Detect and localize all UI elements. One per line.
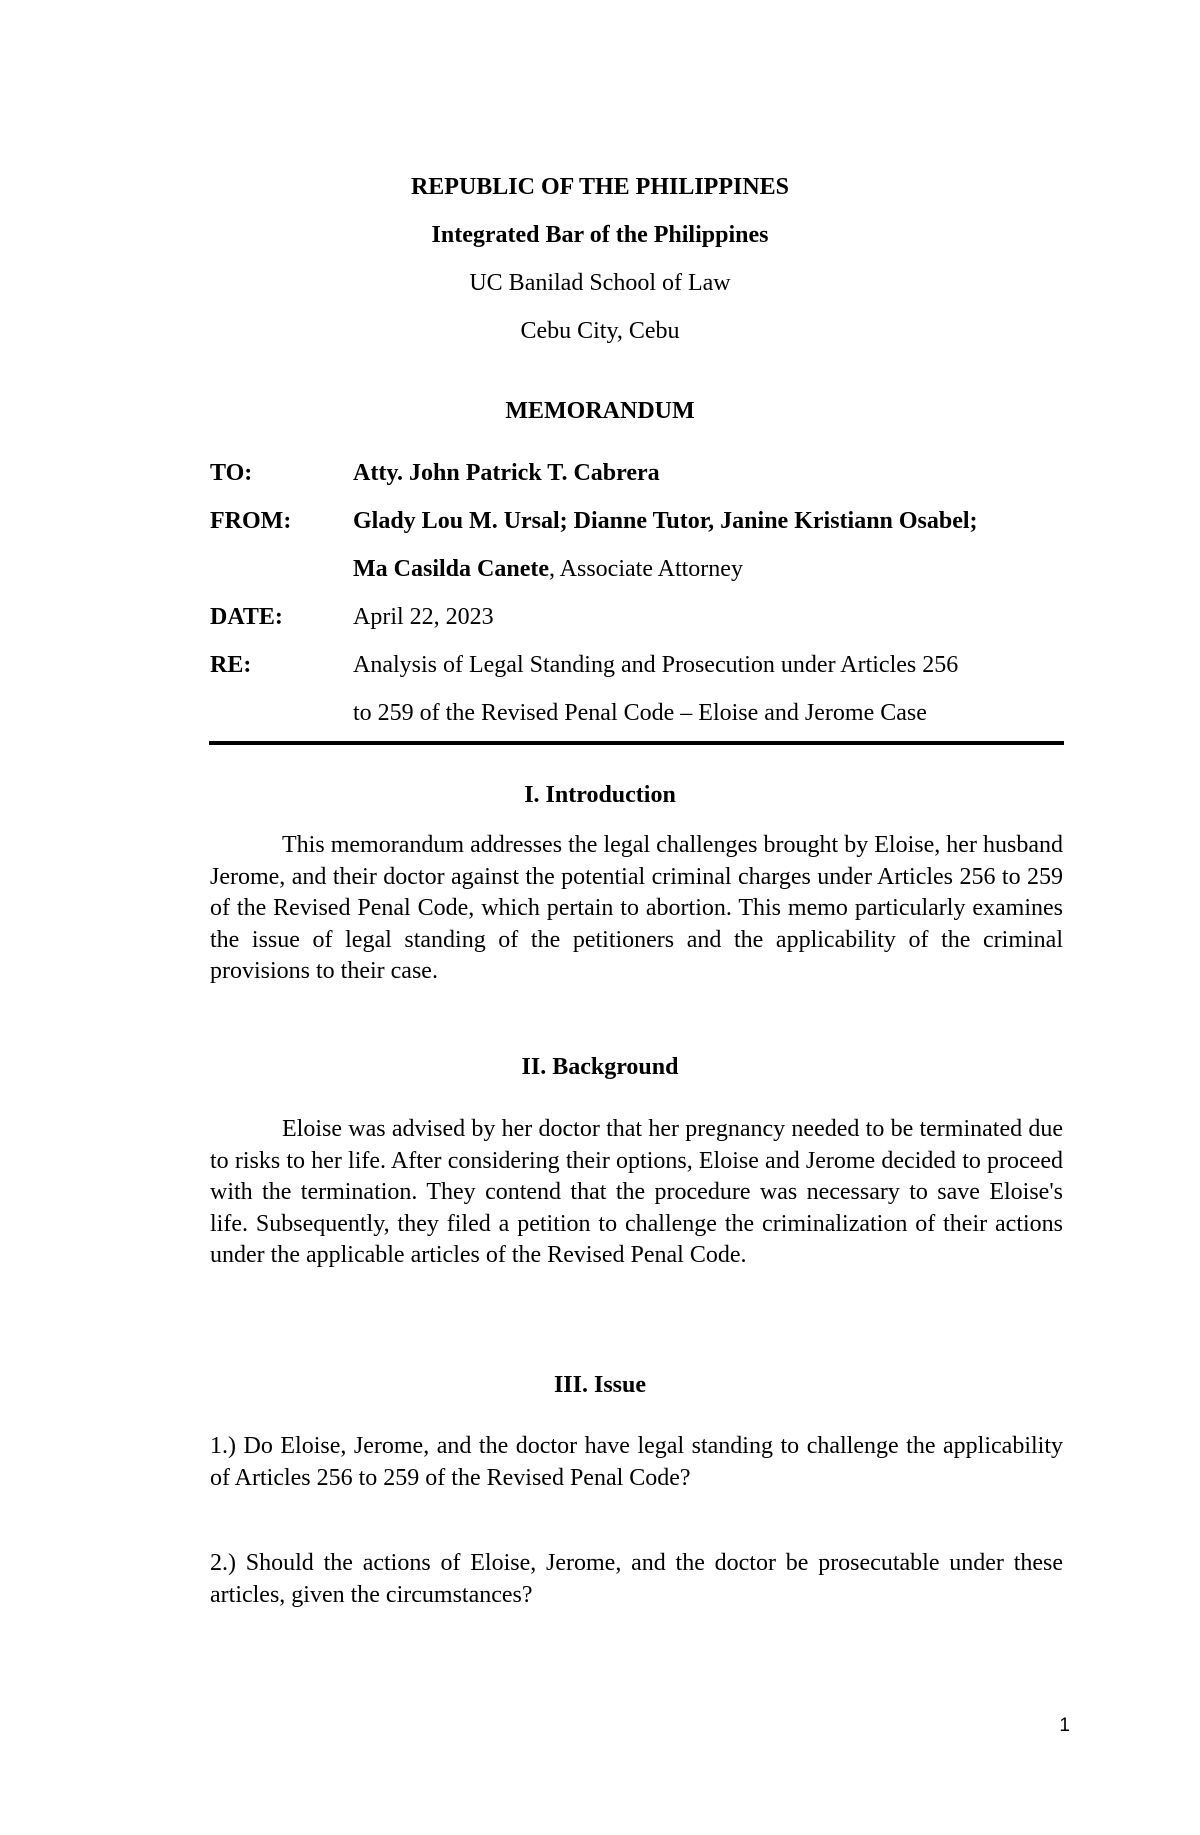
header-school: UC Banilad School of Law xyxy=(469,270,731,296)
section-issue-title: III. Issue xyxy=(553,1372,647,1398)
header-country: REPUBLIC OF THE PHILIPPINES xyxy=(410,174,790,200)
memo-date-value: April 22, 2023 xyxy=(353,604,494,630)
section-background-text: Eloise was advised by her doctor that her pregnancy needed to be terminated due to risks to her life. After considering their options, Eloise and Jerome decided to proceed with the termination. They contend that the procedure was necessary to save Eloise's life. Subsequently, they filed a petition to challenge the criminalization of their actions under the applicable articles of the Revised Penal Code. xyxy=(210,1116,1063,1268)
section-introduction-text: This memorandum addresses the legal challenges brought by Eloise, her husband Jerome, and their doctor against the potential criminal charges under Articles 256 to 259 of the Revised Penal Code, which pertain to abortion. This memo particularly examines the issue of legal standing of the petitioners and the applicability of the criminal provisions to their case. xyxy=(210,832,1063,984)
memo-re-label: RE: xyxy=(210,652,252,678)
memo-date-label: DATE: xyxy=(210,604,283,630)
memo-from-line2 xyxy=(353,554,1073,584)
issue-item-1: 1.) Do Eloise, Jerome, and the doctor have legal standing to challenge the applicability of Articles 256 to 259 of the Revised Penal Code? xyxy=(210,1433,1063,1491)
header-organization: Integrated Bar of the Philippines xyxy=(431,222,769,248)
section-introduction-title: I. Introduction xyxy=(524,782,676,808)
header-divider xyxy=(209,741,1064,745)
memo-re-line1: Analysis of Legal Standing and Prosecution under Articles 256 xyxy=(353,652,959,678)
memo-from-name-last: Ma Casilda Canete xyxy=(353,556,549,582)
page-number: 1 xyxy=(1059,1715,1070,1736)
memo-from-label: FROM: xyxy=(210,508,292,534)
section-background-title: II. Background xyxy=(521,1054,679,1080)
memo-from-names: Glady Lou M. Ursal; Dianne Tutor, Janine Kristiann Osabel; xyxy=(353,508,978,534)
memo-to-label: TO: xyxy=(210,460,253,486)
document-type-title: MEMORANDUM xyxy=(505,398,695,424)
issue-item-2: 2.) Should the actions of Eloise, Jerome, and the doctor be prosecutable under these articles, given the circumstances? xyxy=(210,1550,1063,1608)
memo-to-value: Atty. John Patrick T. Cabrera xyxy=(353,460,660,486)
memo-re-line2: to 259 of the Revised Penal Code – Eloise and Jerome Case xyxy=(353,700,927,726)
header-location: Cebu City, Cebu xyxy=(520,318,680,344)
memo-from-role: , Associate Attorney xyxy=(548,556,743,582)
